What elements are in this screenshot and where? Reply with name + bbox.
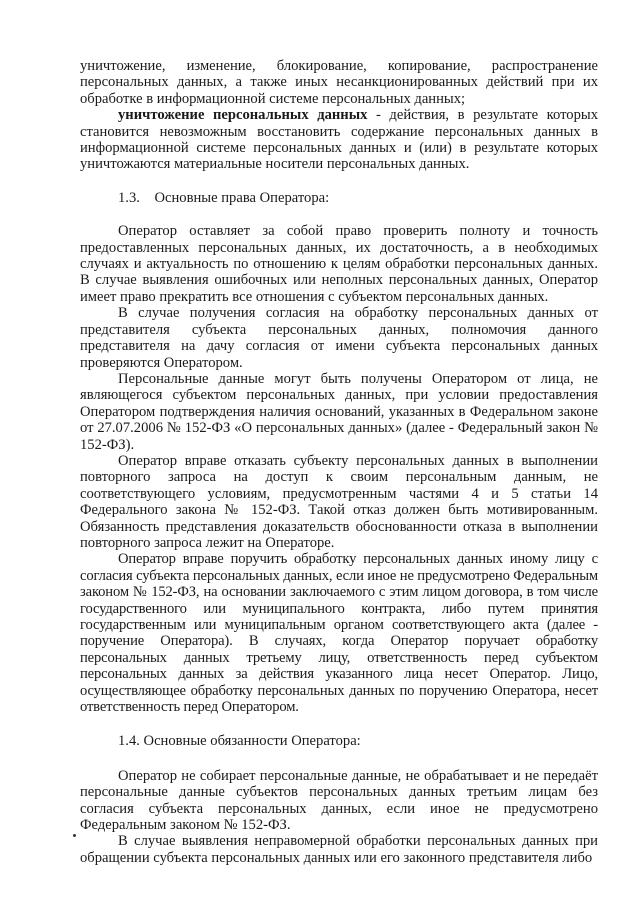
- term-destruction: уничтожение персональных данных: [118, 107, 368, 124]
- paragraph-operator-verify-right: Оператор оставляет за собой право проверить полноту и точность предоставленных персональных данных, их достаточность, а в необходимых случаях и актуальность по отношению к целям обработки персональных данных. В случае выявления ошибочных или неполных персональных данных, Оператор имеет право прекратить все отношения с субъектом персональных данных.: [80, 223, 598, 305]
- definition-destruction: - действия, в результате которых становится невозможным восстановить содержание персональных данных в информационной системе персональных данных и (или) в результате которых уничтожаются материальные носители персональных данных.: [80, 107, 598, 173]
- paragraph-third-party-source: Персональные данные могут быть получены Оператором от лица, не являющегося субъектом персональных данных, при условии предоставления Оператором подтверждения наличия оснований, указанных в Федеральном законе от 27.07.2006 № 152-ФЗ «О персональных данных» (далее - Федеральный закон № 152-ФЗ).: [80, 370, 598, 453]
- scan-speck: [73, 834, 76, 837]
- document-page: [80, 58, 598, 866]
- paragraph-destruction-definition: [80, 107, 598, 173]
- section-heading-1-3: 1.3. Основные права Оператора:: [118, 189, 330, 206]
- paragraph-delegate-processing: Оператор вправе поручить обработку персональных данных иному лицу с согласия субъекта персональных данных, если иное не предусмотрено Федеральным законом № 152-ФЗ, на основании заключаемого с этим лицом договора, в том числе государственного или муниципального контракта, либо путем принятия государственным или муниципальным органом соответствующего акта (далее - поручение Оператора). В случаях, когда Оператор поручает обработку персональных данных третьему лицу, ответственность перед субъектом персональных данных за действия указанного лица несет Оператор. Лицо, осуществляющее обработку персональных данных по поручению Оператора, несет ответственность перед Оператором.: [80, 551, 598, 716]
- paragraph-refuse-repeat-request: Оператор вправе отказать субъекту персональных данных в выполнении повторного запроса на доступ к своим персональным данным, не соответствующего условиям, предусмотренным частями 4 и 5 статьи 14 Федерального закона № 152-ФЗ. Такой отказ должен быть мотивированным. Обязанность представления доказательств обоснованности отказа в выполнении повторного запроса лежит на Операторе.: [80, 452, 598, 551]
- paragraph-unlawful-processing: В случае выявления неправомерной обработки персональных данных при обращении субъекта персональных данных или его законного представителя либо: [80, 833, 598, 866]
- paragraph-protection-continuation: уничтожение, изменение, блокирование, копирование, распространение персональных данных, а также иных несанкционированных действий при их обработке в информационной системе персональных данных;: [80, 58, 598, 107]
- paragraph-representative-consent: В случае получения согласия на обработку персональных данных от представителя субъекта персональных данных, полномочия данного представителя на дачу согласия от имени субъекта персональных данных проверяются Оператором.: [80, 305, 598, 371]
- paragraph-no-transfer-without-consent: Оператор не собирает персональные данные, не обрабатывает и не передаёт персональные данные субъектов персональных данных третьим лицам без согласия субъекта персональных данных, если иное не предусмотрено Федеральным законом № 152-ФЗ.: [80, 767, 598, 834]
- section-heading-1-4: 1.4. Основные обязанности Оператора:: [118, 733, 361, 750]
